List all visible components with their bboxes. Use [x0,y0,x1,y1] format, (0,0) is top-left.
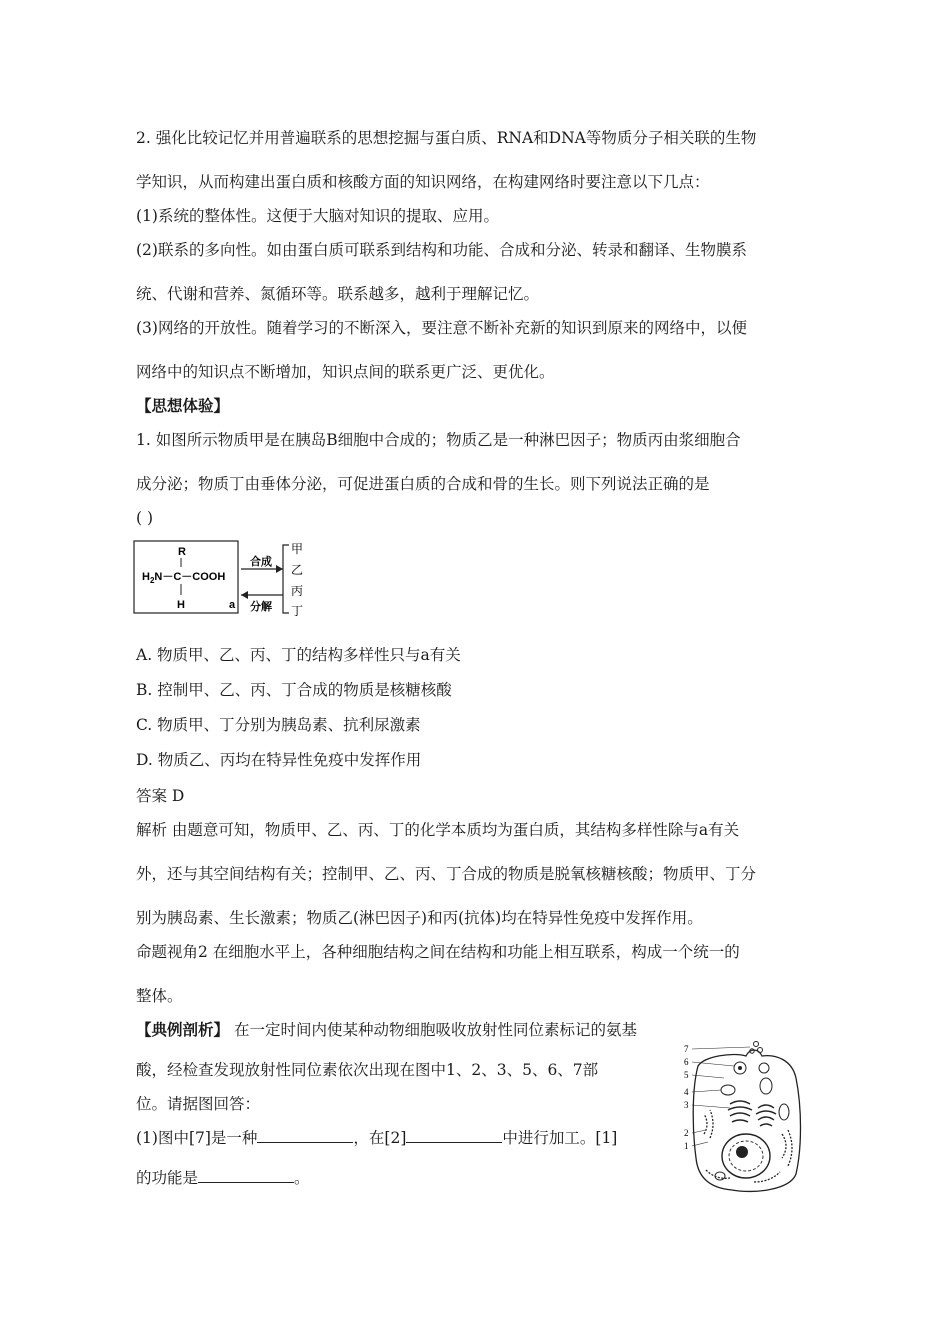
viewpoint-2-line-2: 整体。 [136,987,183,1005]
answer-blank-2[interactable] [406,1128,502,1143]
mitochondrion-right [760,1078,772,1094]
answer-paren: ( ) [136,509,154,527]
question-1-stem-line-1: 1. 如图所示物质甲是在胰岛B细胞中合成的；物质乙是一种淋巴因子；物质丙由浆细胞合 [136,431,741,449]
product-yi: 乙 [291,563,304,577]
analysis-line-2: 外，还与其空间结构有关；控制甲、乙、丙、丁合成的物质是脱氧核糖核酸；物质甲、丁分 [136,865,757,883]
label-1: 1 [684,1141,689,1151]
rough-er [704,1110,792,1166]
leader-7 [692,1047,750,1049]
option-d: D. 物质乙、丙均在特异性免疫中发挥作用 [136,751,422,769]
option-b: B. 控制甲、乙、丙、丁合成的物质是核糖核酸 [136,681,452,699]
option-a: A. 物质甲、乙、丙、丁的结构多样性只与a有关 [136,646,461,664]
example-line-3: 位。请据图回答： [136,1095,261,1113]
viewpoint-2-line-1: 命题视角2 在细胞水平上，各种细胞结构之间在结构和功能上相互联系，构成一个统一的 [136,943,740,961]
answer: 答案 D [136,787,185,805]
label-2: 2 [684,1128,689,1138]
mitochondrion-edge [779,1104,789,1120]
product-ding: 丁 [291,604,304,617]
amino-formula: $H_2N-C-COOH$ [142,571,226,585]
synthesis-label: 合成 [250,555,272,568]
rough-er-2 [706,1170,780,1182]
h-bottom: H [177,599,185,611]
mitochondrion-bottom [715,1172,725,1180]
question-1-stem-line-2: 成分泌；物质丁由垂体分泌，可促进蛋白质的合成和骨的生长。则下列说法正确的是 [136,475,710,493]
golgi-apparatus [728,1101,752,1122]
product-bing: 丙 [291,584,304,598]
para-2-line-2: 学知识，从而构建出蛋白质和核酸方面的知识网络，在构建网络时要注意以下几点： [136,173,710,191]
point-1: (1)系统的整体性。这便于大脑对知识的提取、应用。 [136,207,499,225]
golgi-apparatus-2 [756,1105,776,1126]
mitochondrion-left [721,1085,735,1095]
answer-blank-7[interactable] [257,1128,353,1143]
r-group: R [178,546,186,558]
example-question-1-line-1: (1)图中[7]是一种 ，在[2] 中进行加工。[1] [136,1129,618,1147]
example-tag: 【典例剖析】 [136,1020,230,1039]
leader-3 [692,1105,730,1108]
example-line-2: 酸，经检查发现放射性同位素依次出现在图中1、2、3、5、6、7部 [136,1061,599,1079]
product-jia: 甲 [291,542,304,556]
para-2-line-1: 2. 强化比较记忆并用普遍联系的思想挖掘与蛋白质、RNA和DNA等物质分子相关联的生物 [136,129,757,147]
vesicle-top [754,1042,759,1047]
product-bracket [283,545,289,613]
example-question-1-line-2: 的功能是 。 [136,1169,310,1187]
amino-acid-scheme [133,537,313,617]
leader-4 [692,1090,721,1092]
vesicle-right [759,1063,769,1073]
example-line-1: 【典例剖析】 在一定时间内使某种动物细胞吸收放射性同位素标记的氨基 [136,1020,637,1039]
a-label: a [229,599,236,611]
leader-5 [692,1075,724,1078]
section-heading: 【思想体验】 [136,396,230,415]
point-2-line-2: 统、代谢和营养、氮循环等。联系越多，越利于理解记忆。 [136,285,540,303]
label-6: 6 [684,1057,689,1067]
vesicle-top-2 [758,1048,763,1053]
analysis-line-1: 解析 由题意可知，物质甲、乙、丙、丁的化学本质均为蛋白质，其结构多样性除与a有关 [136,821,740,839]
answer-blank-1[interactable] [198,1168,294,1183]
point-2-line-1: (2)联系的多向性。如由蛋白质可联系到结构和功能、合成和分泌、转录和翻译、生物膜系 [136,241,747,259]
nucleolus [736,1146,748,1158]
point-3-line-2: 网络中的知识点不断增加，知识点间的联系更广泛、更优化。 [136,363,555,381]
label-3: 3 [684,1100,689,1110]
secretory-cell-diagram [684,1038,814,1198]
analysis-line-3: 别为胰岛素、生长激素；物质乙(淋巴因子)和丙(抗体)均在特异性免疫中发挥作用。 [136,909,703,927]
label-5: 5 [684,1070,689,1080]
decomposition-label: 分解 [250,600,272,613]
decomposition-arrowhead [241,591,248,599]
label-4: 4 [684,1087,689,1097]
synthesis-arrowhead [276,565,283,573]
option-c: C. 物质甲、丁分别为胰岛素、抗利尿激素 [136,716,421,734]
point-3-line-1: (3)网络的开放性。随着学习的不断深入，要注意不断补充新的知识到原来的网络中，以便 [136,319,747,337]
label-7: 7 [684,1044,689,1054]
vesicle-core [738,1066,742,1070]
